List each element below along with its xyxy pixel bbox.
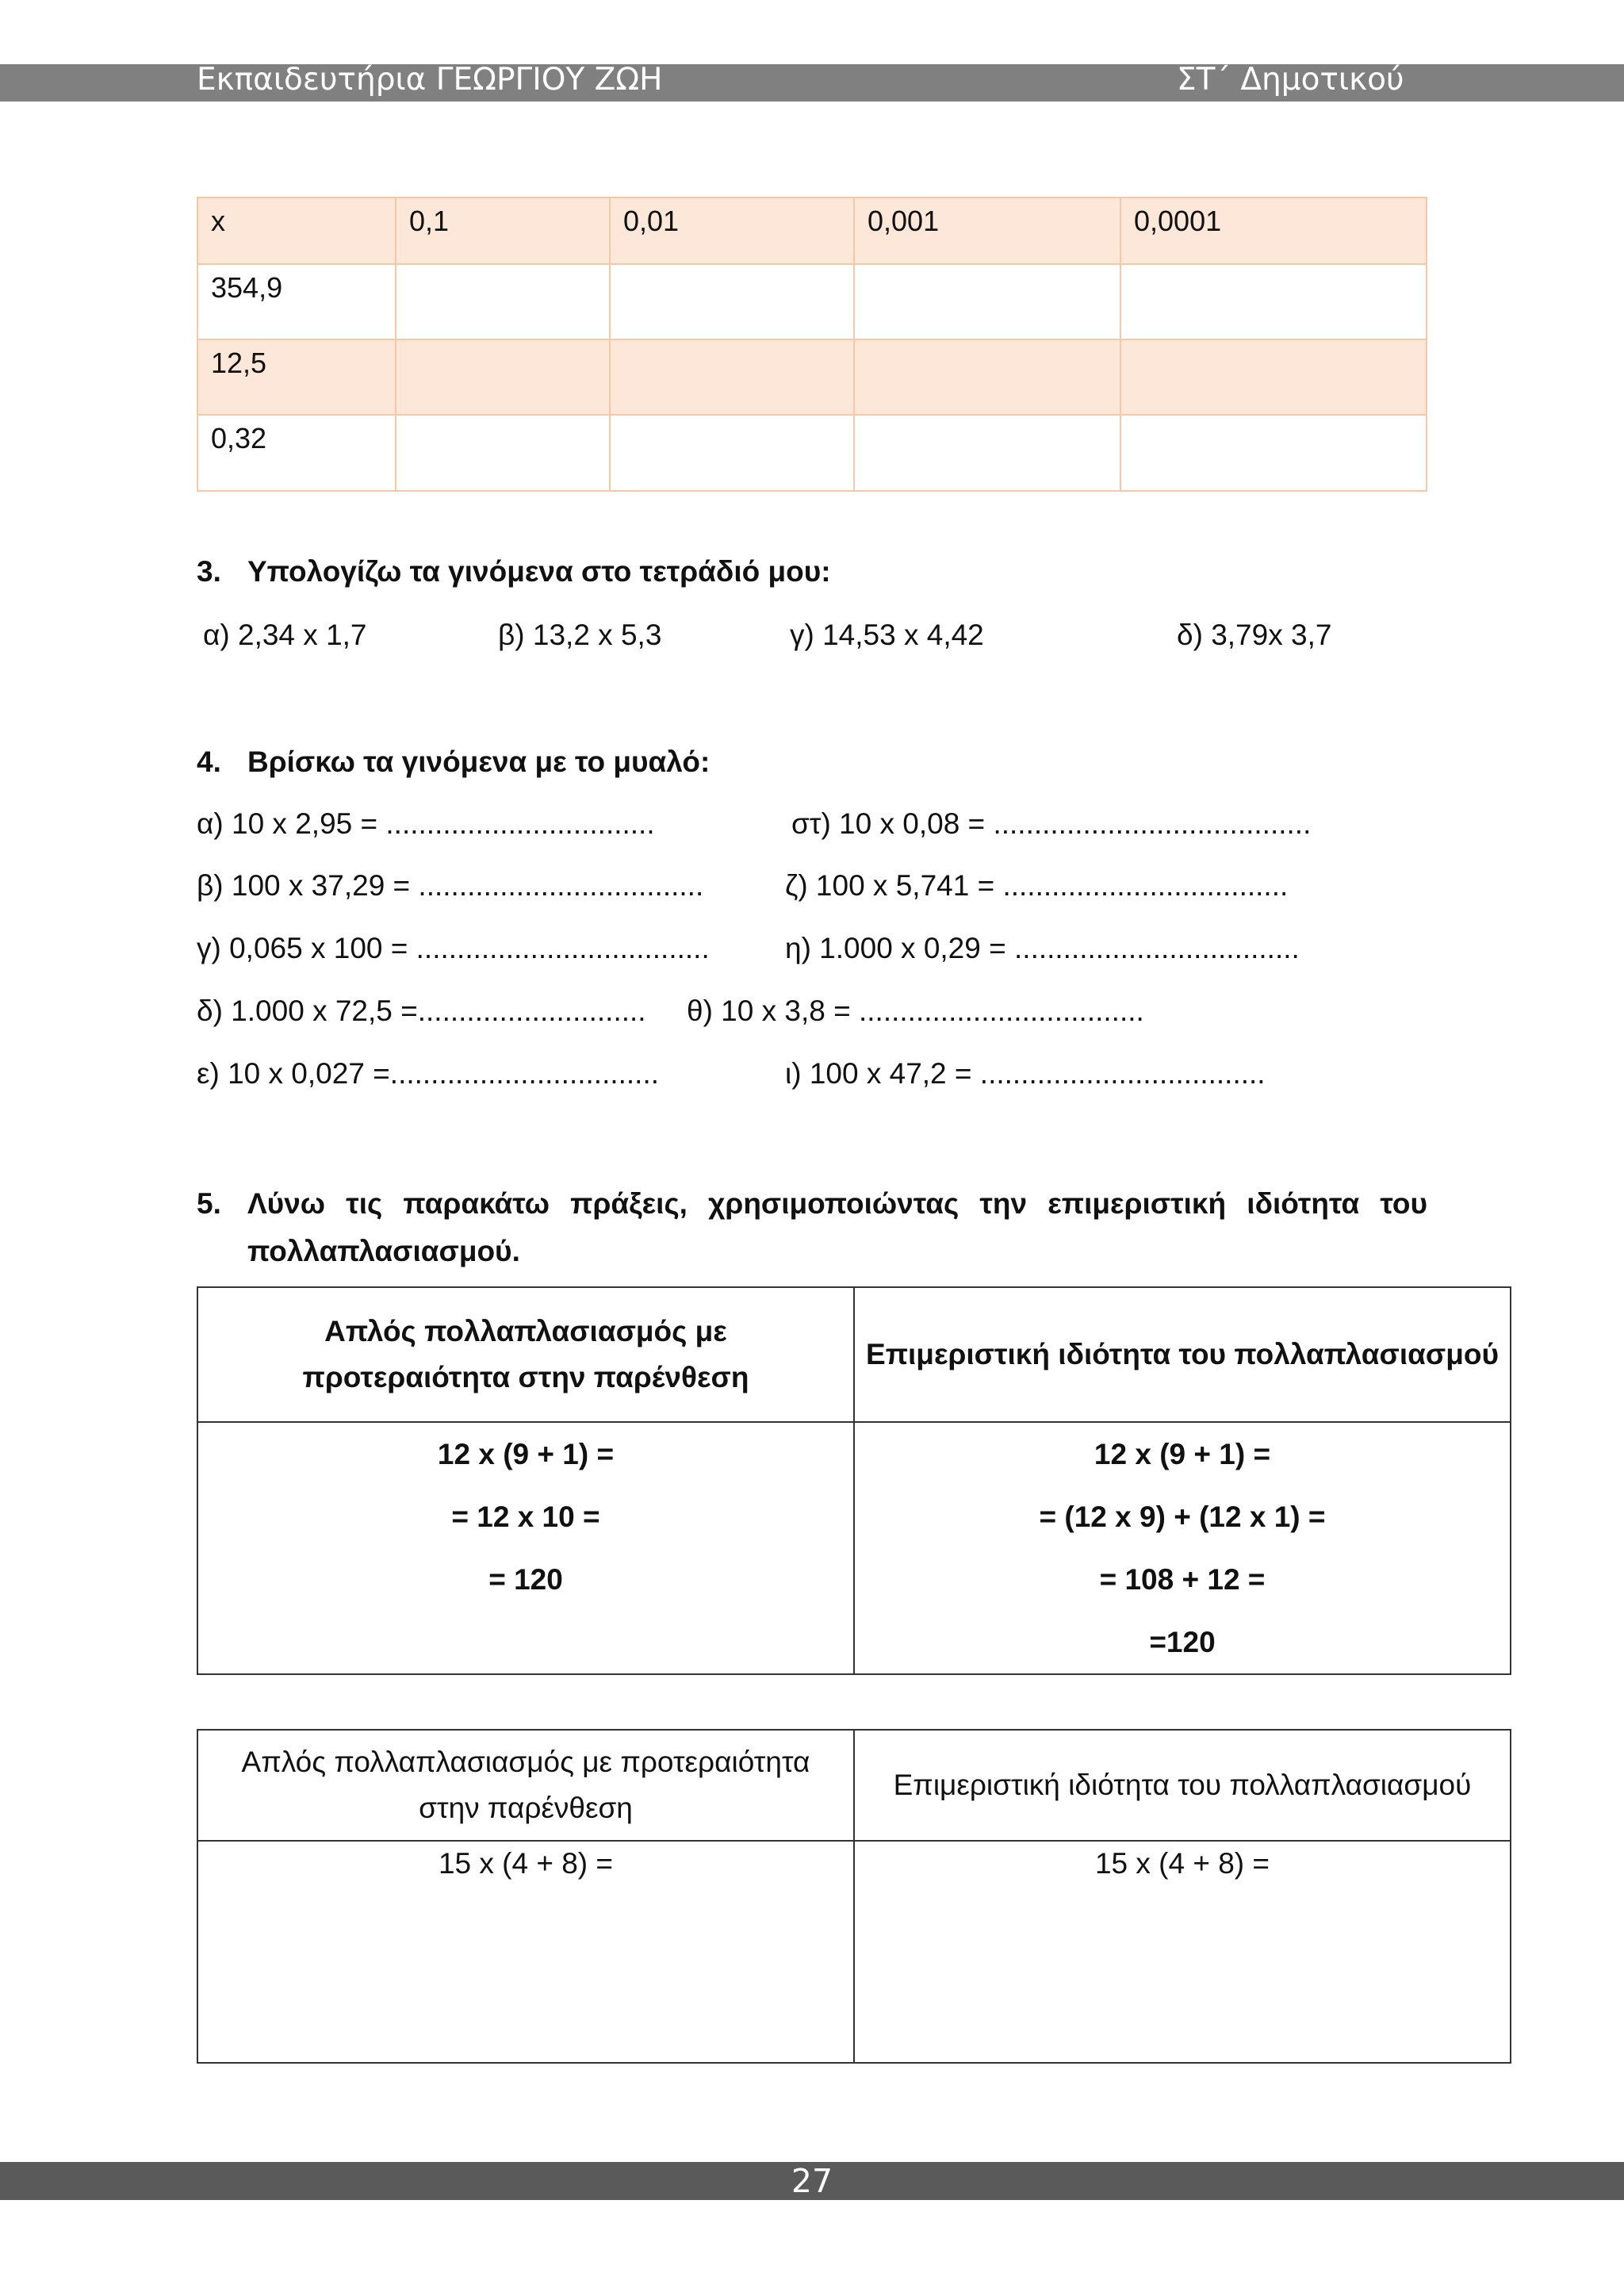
header-simple-multiplication: Απλός πολλαπλασιασμός με προτεραιότητα στην παρένθεση — [197, 1287, 854, 1422]
table-cell — [396, 339, 610, 415]
q3-item-c: γ) 14,53 x 4,42 — [790, 619, 984, 651]
example-left-line-3: = 120 — [488, 1563, 563, 1596]
table-cell — [610, 339, 854, 415]
example-distributive-table — [197, 1286, 1511, 1675]
q4-item-d: δ) 1.000 x 72,5 =............................ — [197, 995, 646, 1027]
table-cell — [854, 339, 1120, 415]
table-header-cell: 0,001 — [854, 197, 1120, 264]
example-left-line-2: = 12 x 10 = — [451, 1501, 600, 1533]
table-cell — [610, 415, 854, 491]
header-distributive-property: Επιμεριστική ιδιότητα του πολλαπλασιασμού — [854, 1730, 1511, 1841]
header-simple-multiplication: Απλός πολλαπλασιασμός με προτεραιότητα στην παρένθεση — [197, 1730, 854, 1841]
question-number: 3. — [197, 555, 221, 588]
table-header-row — [197, 197, 1427, 264]
q4-item-th: θ) 10 x 3,8 = ................................... — [687, 995, 1144, 1027]
example-right-steps — [854, 1422, 1511, 1674]
table-cell — [1120, 339, 1427, 415]
table-header-row — [197, 1730, 1511, 1841]
page-number: 27 — [791, 2162, 833, 2200]
question-3-title — [197, 555, 831, 588]
exercise-distributive-table — [197, 1729, 1511, 2064]
table-cell: 354,9 — [197, 264, 396, 339]
header-distributive-property: Επιμεριστική ιδιότητα του πολλαπλασιασμού — [854, 1287, 1511, 1422]
header-school-name: Εκπαιδευτήρια ΓΕΩΡΓΙΟΥ ΖΩΗ — [197, 62, 663, 98]
table-cell — [1120, 264, 1427, 339]
example-right-line-2: = (12 x 9) + (12 x 1) = — [1039, 1501, 1326, 1533]
table-header-cell: 0,0001 — [1120, 197, 1427, 264]
table-header-cell: x — [197, 197, 396, 264]
table-cell: 12,5 — [197, 339, 396, 415]
q4-item-b: β) 100 x 37,29 = ................................... — [197, 869, 704, 902]
table-row — [197, 339, 1427, 415]
table-row — [197, 1422, 1511, 1674]
example-left-steps — [197, 1422, 854, 1674]
table-row — [197, 264, 1427, 339]
example-right-line-1: 12 x (9 + 1) = — [1094, 1438, 1271, 1470]
question-5-number: 5. — [197, 1187, 221, 1220]
q3-item-b: β) 13,2 x 5,3 — [498, 619, 662, 651]
example-right-line-4: =120 — [1149, 1626, 1216, 1658]
question-5-text: Λύνω τις παρακάτω πράξεις, χρησιμοποιώντας την επιμεριστική ιδιότητα του πολλαπλασιασμού. — [247, 1187, 1427, 1267]
table-cell — [610, 264, 854, 339]
table-header-cell: 0,1 — [396, 197, 610, 264]
table-cell: 0,32 — [197, 415, 396, 491]
table-cell — [1120, 415, 1427, 491]
table-cell — [396, 264, 610, 339]
table-cell — [854, 264, 1120, 339]
example-right-line-3: = 108 + 12 = — [1099, 1563, 1266, 1596]
q4-item-h: η) 1.000 x 0,29 = ................................... — [785, 932, 1300, 964]
q3-item-d: δ) 3,79x 3,7 — [1177, 619, 1332, 651]
q4-item-st: στ) 10 x 0,08 = ....................................... — [791, 807, 1312, 840]
example-left-line-1: 12 x (9 + 1) = — [437, 1438, 615, 1470]
table-header-row — [197, 1287, 1511, 1422]
table-cell — [854, 415, 1120, 491]
table-row — [197, 415, 1427, 491]
q4-item-z: ζ) 100 x 5,741 = ................................... — [785, 869, 1289, 902]
q4-item-c: γ) 0,065 x 100 = .................................... — [197, 932, 710, 964]
table-cell — [396, 415, 610, 491]
table-header-cell: 0,01 — [610, 197, 854, 264]
q4-item-a: α) 10 x 2,95 = ................................. — [197, 807, 655, 840]
exercise-right-answer-cell[interactable]: 15 x (4 + 8) = — [854, 1841, 1511, 2063]
question-text: Βρίσκω τα γινόμενα με το μυαλό: — [247, 746, 710, 778]
table-row — [197, 1841, 1511, 2063]
header-grade: ΣΤ΄ Δημοτικού — [1177, 62, 1404, 98]
q4-item-e: ε) 10 x 0,027 =................................. — [197, 1057, 660, 1090]
question-number: 4. — [197, 746, 221, 778]
q3-item-a: α) 2,34 x 1,7 — [203, 619, 367, 651]
question-text: Υπολογίζω τα γινόμενα στο τετράδιό μου: — [247, 555, 831, 588]
question-4-title — [197, 746, 710, 779]
decimal-multiplication-table — [197, 197, 1427, 492]
exercise-left-answer-cell[interactable]: 15 x (4 + 8) = — [197, 1841, 854, 2063]
q4-item-i: ι) 100 x 47,2 = ................................... — [785, 1057, 1266, 1090]
